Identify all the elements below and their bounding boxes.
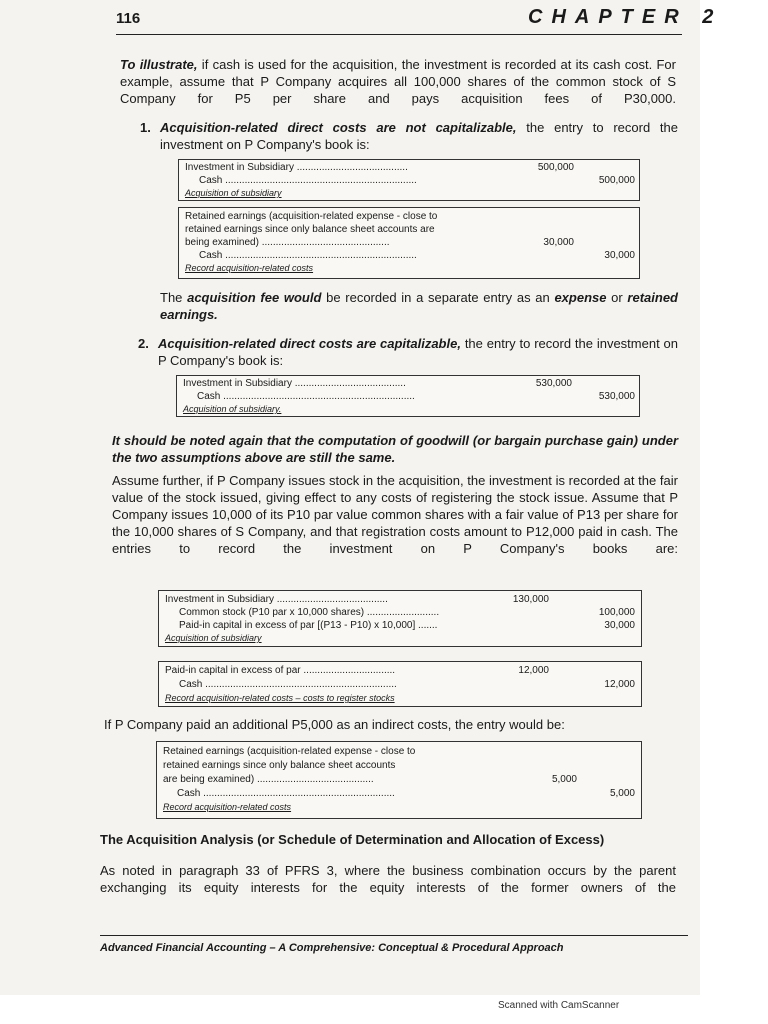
credit-amount: 12,000 bbox=[604, 679, 635, 690]
scanner-watermark: Scanned with CamScanner bbox=[498, 1000, 620, 1011]
entry-memo: Record acquisition-related costs bbox=[163, 802, 292, 812]
assume-paragraph: Assume further, if P Company issues stock in the acquisition, the investment is recorded at the fair value of the stock issued, giving effect to any costs of registering the stock issue. Assume that P Company issues 10,000 of its P10 par value common shares with a fair value of P13 per share for the 10,000 shares of S Company, and that registration costs amount to P12,000 paid in cash. The entries to record the investment on P Company's books are: bbox=[112, 473, 678, 556]
case2-paragraph bbox=[158, 335, 678, 369]
intro-text: if cash is used for the acquisition, the investment is recorded at its cash cost. For example, assume that P Company acquires all 100,000 shares of the common stock of S Company for P5 per share and pays acquisition fees of P30,000. bbox=[120, 57, 676, 106]
section-heading: The Acquisition Analysis (or Schedule of Determination and Allocation of Excess) bbox=[100, 832, 605, 847]
entry-memo: Acquisition of subsidiary bbox=[185, 188, 282, 198]
debit-amount: 130,000 bbox=[512, 594, 549, 605]
page-number: 116 bbox=[116, 10, 141, 27]
entry-memo: Record acquisition-related costs – costs to register stocks bbox=[165, 693, 395, 703]
pfrs-paragraph: As noted in paragraph 33 of PFRS 3, where the business combination occurs by the parent exchanging its equity interests for the equity interests of the former owners of the bbox=[100, 863, 676, 895]
debit-amount: 12,000 bbox=[518, 665, 549, 676]
footer-rule bbox=[100, 935, 688, 936]
entry-memo: Acquisition of subsidiary. bbox=[183, 404, 282, 414]
intro-lead: To illustrate, bbox=[120, 57, 198, 72]
debit-amount: 30,000 bbox=[543, 237, 574, 248]
journal-box-5: Paid-in capital in excess of par ................................. 12,000 Cash ..................................................................... 12,000 Record acquisition-related costs – costs to register stocks bbox=[158, 661, 642, 707]
case1-note: The acquisition fee would be recorded in a separate entry as an expense or retained earnings. bbox=[160, 290, 678, 322]
credit-amount: 500,000 bbox=[598, 175, 635, 186]
case1-text: the entry to record the investment on P Company's book is: bbox=[160, 120, 679, 152]
case2-text: the entry to record the investment on P Company's book is: bbox=[158, 336, 679, 368]
credit-amount: 5,000 bbox=[609, 788, 635, 799]
case1-number: 1. bbox=[140, 120, 151, 135]
journal-box-4: Investment in Subsidiary ........................................ 130,000 Common stock (P10 par x 10,000 shares) .......................... 100,000 Paid-in capital in excess of par [(P13 - P10) x 10,000] ....... 30,000 Acquisition of subsidiary bbox=[158, 590, 642, 647]
case2-number: 2. bbox=[138, 336, 149, 351]
journal-box-1: Investment in Subsidiary ........................................ 500,000 Cash ..................................................................... 500,000 Acquisition of subsidiary bbox=[178, 159, 640, 201]
indirect-cost-sentence: If P Company paid an additional P5,000 as an indirect costs, the entry would be: bbox=[104, 717, 565, 732]
debit-amount: 530,000 bbox=[535, 378, 572, 389]
intro-paragraph bbox=[120, 56, 676, 107]
book-title-footer: Advanced Financial Accounting – A Comprehensive: Conceptual & Procedural Approach bbox=[100, 942, 564, 954]
credit-amount: 530,000 bbox=[598, 391, 635, 402]
case2-lead: Acquisition-related direct costs are capitalizable, bbox=[158, 336, 461, 351]
debit-amount: 5,000 bbox=[551, 774, 577, 785]
credit-amount: 30,000 bbox=[604, 250, 635, 261]
credit-amount: 30,000 bbox=[604, 620, 635, 631]
journal-box-2: Retained earnings (acquisition-related expense - close to retained earnings since only balance sheet accounts are being examined) .............................................. 30,000 Cash ..................................................................... 30,000 Record acquisition-related costs bbox=[178, 207, 640, 279]
chapter-heading: CHAPTER 2 bbox=[528, 6, 723, 28]
entry-memo: Acquisition of subsidiary bbox=[165, 633, 262, 643]
journal-box-3: Investment in Subsidiary ........................................ 530,000 Cash ..................................................................... 530,000 Acquisition of subsidiary. bbox=[176, 375, 640, 417]
goodwill-note: It should be noted again that the computation of goodwill (or bargain purchase gain) under the two assumptions above are still the same. bbox=[112, 433, 678, 465]
debit-amount: 500,000 bbox=[537, 162, 574, 173]
credit-amount: 100,000 bbox=[598, 607, 635, 618]
case1-lead: Acquisition-related direct costs are not capitalizable, bbox=[160, 120, 517, 135]
case1-paragraph bbox=[160, 119, 678, 153]
header-rule bbox=[116, 34, 682, 35]
journal-box-6: Retained earnings (acquisition-related expense - close to retained earnings since only balance sheet accounts are being examined) .......................................... 5,000 Cash ..................................................................... 5,000 Record acquisition-related costs bbox=[156, 741, 642, 819]
entry-memo: Record acquisition-related costs bbox=[185, 263, 314, 273]
